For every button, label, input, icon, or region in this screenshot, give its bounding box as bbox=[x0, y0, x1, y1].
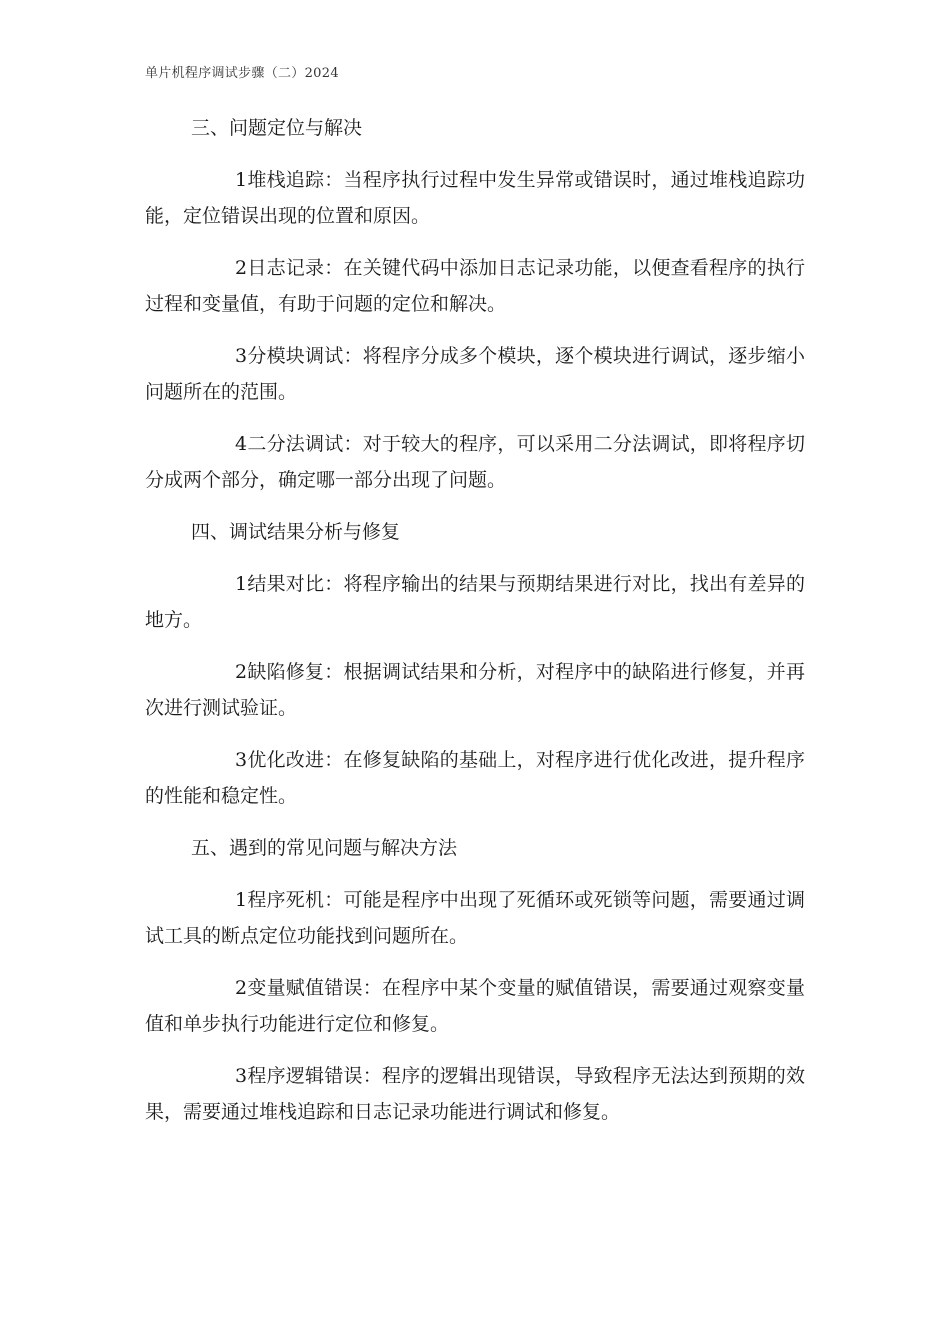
paragraph: 2变量赋值错误：在程序中某个变量的赋值错误，需要通过观察变量值和单步执行功能进行定位和修复。 bbox=[145, 977, 805, 1035]
section-result-analysis bbox=[145, 514, 805, 814]
document-body bbox=[145, 110, 805, 1146]
paragraph: 1程序死机：可能是程序中出现了死循环或死锁等问题，需要通过调试工具的断点定位功能找到问题所在。 bbox=[145, 889, 805, 947]
paragraph: 2缺陷修复：根据调试结果和分析，对程序中的缺陷进行修复，并再次进行测试验证。 bbox=[145, 661, 805, 719]
running-header: 单片机程序调试步骤（二）2024 bbox=[145, 66, 339, 81]
section-common-problems bbox=[145, 830, 805, 1130]
paragraph: 1堆栈追踪：当程序执行过程中发生异常或错误时，通过堆栈追踪功能，定位错误出现的位置和原因。 bbox=[145, 169, 805, 227]
paragraph: 2日志记录：在关键代码中添加日志记录功能，以便查看程序的执行过程和变量值，有助于问题的定位和解决。 bbox=[145, 257, 805, 315]
section-heading: 四、调试结果分析与修复 bbox=[191, 521, 401, 543]
paragraph: 4二分法调试：对于较大的程序，可以采用二分法调试，即将程序切分成两个部分，确定哪一部分出现了问题。 bbox=[145, 433, 805, 491]
section-heading: 五、遇到的常见问题与解决方法 bbox=[191, 837, 458, 859]
paragraph: 3优化改进：在修复缺陷的基础上，对程序进行优化改进，提升程序的性能和稳定性。 bbox=[145, 749, 805, 807]
section-problem-locating bbox=[145, 110, 805, 498]
paragraph: 1结果对比：将程序输出的结果与预期结果进行对比，找出有差异的地方。 bbox=[145, 573, 805, 631]
paragraph: 3程序逻辑错误：程序的逻辑出现错误，导致程序无法达到预期的效果，需要通过堆栈追踪和日志记录功能进行调试和修复。 bbox=[145, 1065, 805, 1123]
section-heading: 三、问题定位与解决 bbox=[191, 117, 363, 139]
paragraph: 3分模块调试：将程序分成多个模块，逐个模块进行调试，逐步缩小问题所在的范围。 bbox=[145, 345, 805, 403]
